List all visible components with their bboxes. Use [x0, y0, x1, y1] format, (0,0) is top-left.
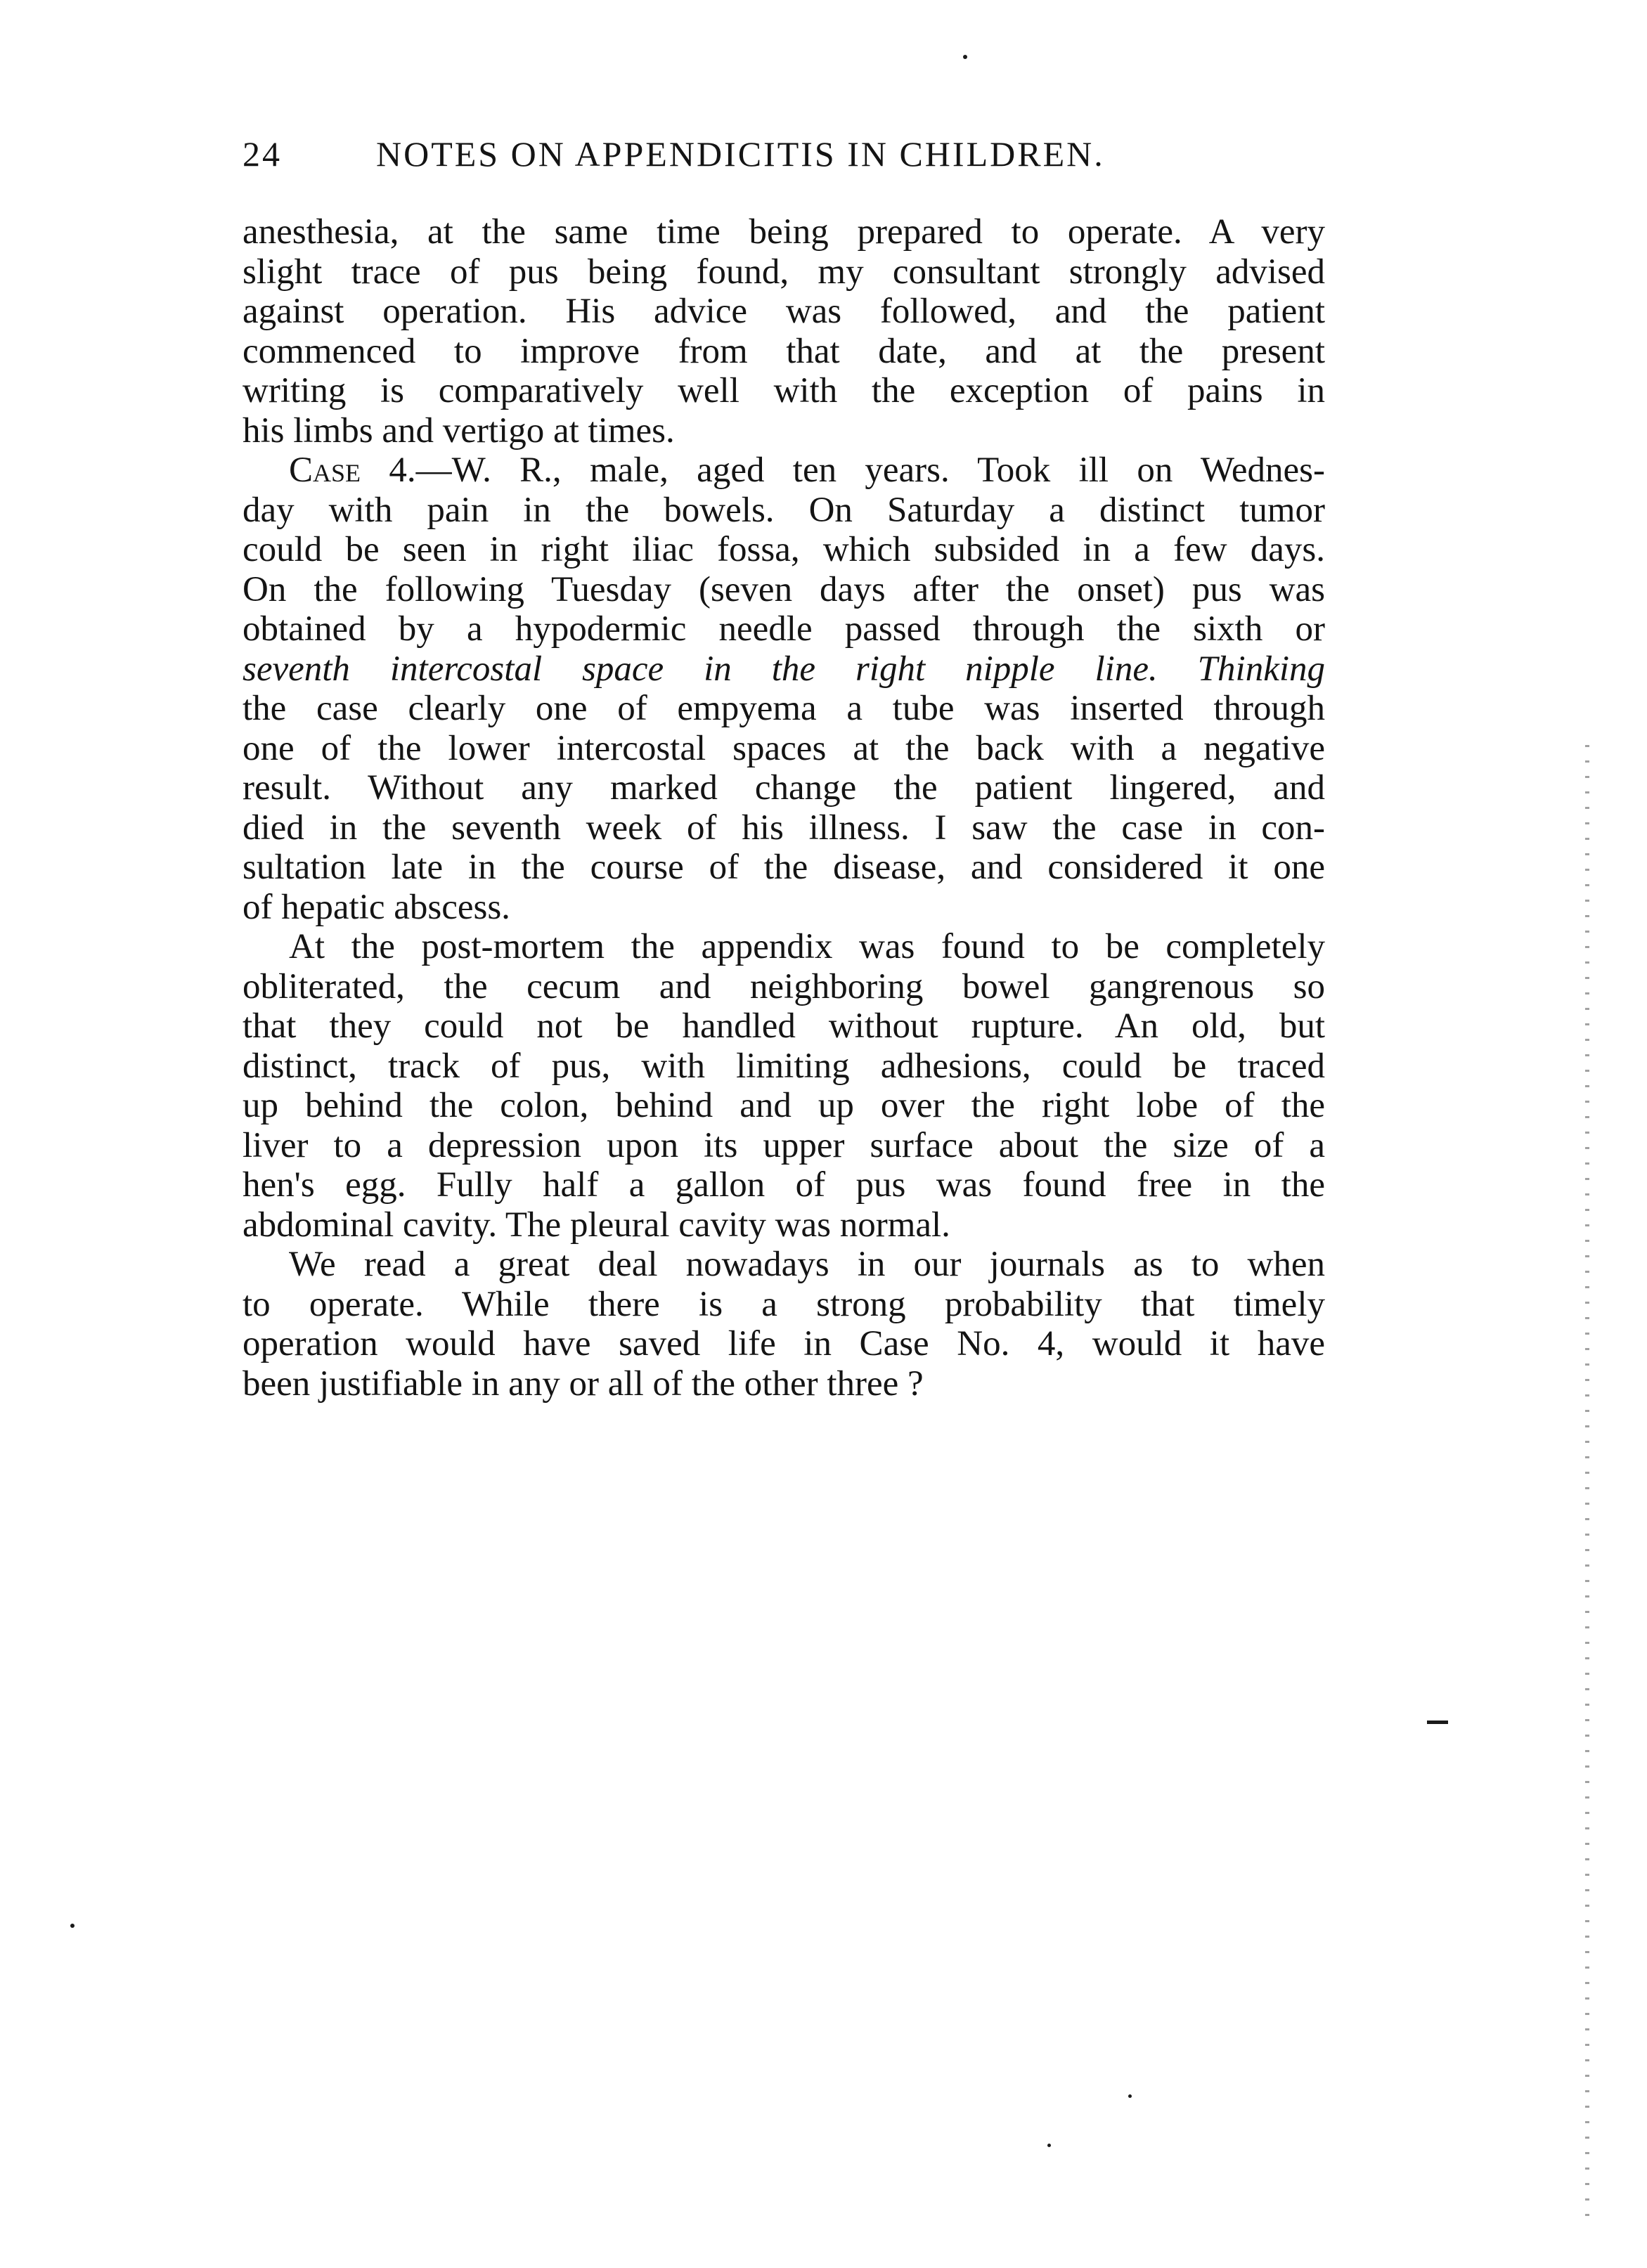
- text-line: of hepatic abscess.: [243, 887, 510, 927]
- scan-speck-bottom-1: [1128, 2094, 1132, 2098]
- text-line: against operation. His advice was followed, and the patient: [243, 292, 1325, 331]
- text-line: liver to a depression upon its upper surface about the size of a: [243, 1125, 1325, 1165]
- text-line: distinct, track of pus, with limiting adhesions, could be traced: [243, 1046, 1325, 1086]
- text-line: seventh intercostal space in the right nipple line. Thinking: [243, 649, 1325, 689]
- text-line: his limbs and vertigo at times.: [243, 410, 675, 451]
- scan-speck-bottom-2: [1047, 2144, 1051, 2147]
- text-line: anesthesia, at the same time being prepared to operate. A very: [243, 212, 1325, 252]
- text-line: slight trace of pus being found, my consultant strongly advised: [243, 252, 1325, 292]
- paragraph-when-to-operate: [243, 1245, 1325, 1404]
- text-line: to operate. While there is a strong probability that timely: [243, 1284, 1325, 1324]
- scan-edge-noise: [1585, 745, 1589, 2221]
- page-number: 24: [243, 134, 282, 174]
- text-line: sultation late in the course of the disease, and considered it one: [243, 848, 1325, 887]
- text-line: could be seen in right iliac fossa, which subsided in a few days.: [243, 530, 1325, 569]
- scan-dash-right: [1427, 1721, 1448, 1724]
- text-line: result. Without any marked change the patient lingered, and: [243, 768, 1325, 808]
- text-line: At the post-mortem the appendix was found to be completely: [289, 927, 1325, 966]
- text-line: the case clearly one of empyema a tube was inserted through: [243, 689, 1325, 728]
- case-label: Case 4.: [289, 451, 416, 490]
- text-line: that they could not be handled without rupture. An old, but: [243, 1006, 1325, 1046]
- text-fragment: —W. R., male, aged ten years. Took ill on Wednes-: [415, 451, 1325, 490]
- paragraph-continuation: [243, 212, 1325, 451]
- text-line: writing is comparatively well with the exception of pains in: [243, 371, 1325, 410]
- text-line: day with pain in the bowels. On Saturday a distinct tumor: [243, 490, 1325, 530]
- scan-speck-left: [70, 1924, 75, 1928]
- text-line: abdominal cavity. The pleural cavity was normal.: [243, 1205, 950, 1245]
- text-line: commenced to improve from that date, and at the present: [243, 331, 1325, 371]
- text-line: [243, 451, 1325, 491]
- text-line: one of the lower intercostal spaces at the back with a negative: [243, 728, 1325, 768]
- paragraph-case-4: [243, 451, 1325, 927]
- text-line: died in the seventh week of his illness. I saw the case in con-: [243, 808, 1325, 848]
- scan-speck-top: [963, 55, 967, 59]
- running-title: NOTES ON APPENDICITIS IN CHILDREN.: [376, 134, 1105, 174]
- text-line: operation would have saved life in Case No. 4, would it have: [243, 1324, 1325, 1363]
- text-line: obliterated, the cecum and neighboring bowel gangrenous so: [243, 966, 1325, 1006]
- paragraph-post-mortem: [243, 927, 1325, 1245]
- text-line: up behind the colon, behind and up over the right lobe of the: [243, 1086, 1325, 1125]
- text-line: We read a great deal nowadays in our journals as to when: [289, 1245, 1325, 1284]
- text-line: hen's egg. Fully half a gallon of pus was found free in the: [243, 1165, 1325, 1205]
- text-line: On the following Tuesday (seven days after the onset) pus was: [243, 569, 1325, 609]
- text-line: been justifiable in any or all of the other three ?: [243, 1363, 924, 1404]
- text-line: obtained by a hypodermic needle passed through the sixth or: [243, 609, 1325, 649]
- body-text: [243, 212, 1325, 1404]
- running-header: [243, 134, 1325, 183]
